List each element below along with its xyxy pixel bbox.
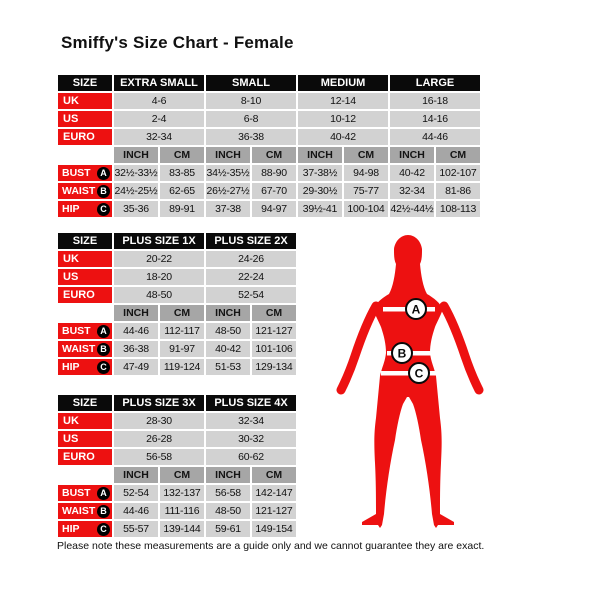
size-value-cell: 48-50 [114, 287, 204, 303]
measure-inch-cell: 56-58 [206, 485, 250, 501]
measure-label-text: BUST [62, 487, 91, 499]
measure-label-text: BUST [62, 167, 91, 179]
size-value-cell: 22-24 [206, 269, 296, 285]
measure-label-wrap [58, 165, 112, 181]
measure-badge-a: A [97, 167, 110, 180]
column-header-cell: PLUS SIZE 4X [206, 395, 296, 411]
unit-row-spacer [58, 305, 112, 321]
measure-inch-cell: 55-57 [114, 521, 158, 537]
row-label-text: EURO [63, 131, 95, 143]
size-value-cell: 32-34 [206, 413, 296, 429]
row-label-text: EURO [63, 451, 95, 463]
measure-badge-c: C [97, 523, 110, 536]
row-label-uk [58, 251, 112, 267]
row-label-hip [58, 201, 112, 217]
measure-cm-cell: 62-65 [160, 183, 204, 199]
measure-inch-cell: 29-30½ [298, 183, 342, 199]
measure-cm-cell: 67-70 [252, 183, 296, 199]
measure-cm-cell: 112-117 [160, 323, 204, 339]
row-label-euro [58, 129, 112, 145]
unit-header-cell: INCH [390, 147, 434, 163]
size-value-cell: 14-16 [390, 111, 480, 127]
size-value-cell: 32-34 [114, 129, 204, 145]
measure-inch-cell: 59-61 [206, 521, 250, 537]
column-header-cell: PLUS SIZE 2X [206, 233, 296, 249]
size-value-cell: 52-54 [206, 287, 296, 303]
column-header-cell: MEDIUM [298, 75, 388, 91]
size-value-cell: 6-8 [206, 111, 296, 127]
measure-inch-cell: 34½-35½ [206, 167, 250, 179]
row-label-uk [58, 93, 112, 109]
row-label-text: UK [63, 95, 79, 107]
bust-marker-letter: A [411, 302, 421, 317]
measure-cm-cell: 119-124 [160, 359, 204, 375]
size-value-cell: 4-6 [114, 93, 204, 109]
measure-cm-cell: 149-154 [252, 521, 296, 537]
size-value-cell: 26-28 [114, 431, 204, 447]
measure-inch-cell: 37-38½ [298, 165, 342, 181]
measure-cm-cell: 132-137 [160, 485, 204, 501]
size-header-cell: SIZE [58, 233, 112, 249]
row-label-text: US [63, 433, 79, 445]
measure-label-wrap [58, 341, 112, 357]
size-value-cell: 36-38 [206, 129, 296, 145]
measure-inch-cell: 51-53 [206, 359, 250, 375]
measure-inch-cell: 44-46 [114, 503, 158, 519]
unit-row-spacer [58, 147, 112, 163]
unit-header-cell: INCH [114, 147, 158, 163]
right-arm-shape [444, 306, 479, 390]
size-value-cell: 2-4 [114, 111, 204, 127]
measure-badge-a: A [97, 487, 110, 500]
female-body-silhouette [362, 235, 454, 528]
measure-inch-cell: 42½-44½ [390, 203, 434, 215]
size-value-cell: 40-42 [298, 129, 388, 145]
measure-cm-cell: 121-127 [252, 503, 296, 519]
unit-header-cell: CM [160, 147, 204, 163]
measure-cm-cell: 94-98 [344, 165, 388, 181]
measure-cm-cell: 89-91 [160, 201, 204, 217]
size-value-cell: 10-12 [298, 111, 388, 127]
row-label-uk [58, 413, 112, 429]
measure-label-wrap [58, 183, 112, 199]
unit-header-cell: INCH [206, 147, 250, 163]
measure-badge-a: A [97, 325, 110, 338]
size-value-cell: 60-62 [206, 449, 296, 465]
left-arm-shape [341, 306, 376, 390]
measure-label-wrap [58, 359, 112, 375]
column-header-cell: EXTRA SMALL [114, 75, 204, 91]
size-value-cell: 12-14 [298, 93, 388, 109]
measure-cm-cell: 100-104 [344, 201, 388, 217]
measure-cm-cell: 102-107 [436, 165, 480, 181]
row-label-euro [58, 449, 112, 465]
measure-cm-cell: 129-134 [252, 359, 296, 375]
measure-label-text: WAIST [62, 185, 96, 197]
row-label-text: UK [63, 253, 79, 265]
row-label-waist [58, 341, 112, 357]
measure-cm-cell: 121-127 [252, 323, 296, 339]
unit-header-cell: INCH [298, 147, 342, 163]
size-header-cell: SIZE [58, 75, 112, 91]
unit-header-cell: INCH [206, 467, 250, 483]
size-table [56, 393, 298, 539]
size-value-cell: 44-46 [390, 129, 480, 145]
unit-row-spacer [58, 467, 112, 483]
measure-cm-cell: 75-77 [344, 183, 388, 199]
size-table [56, 73, 482, 219]
column-header-cell: PLUS SIZE 3X [114, 395, 204, 411]
measure-badge-b: B [97, 185, 110, 198]
unit-header-cell: CM [160, 467, 204, 483]
row-label-waist [58, 503, 112, 519]
measure-cm-cell: 81-86 [436, 183, 480, 199]
measure-label-text: HIP [62, 203, 80, 215]
row-label-bust [58, 485, 112, 501]
hip-marker [409, 363, 429, 383]
measure-cm-cell: 88-90 [252, 165, 296, 181]
row-label-text: US [63, 113, 79, 125]
row-label-us [58, 269, 112, 285]
bust-marker [406, 299, 426, 319]
measure-inch-cell: 24½-25½ [114, 185, 158, 197]
measure-label-text: WAIST [62, 505, 96, 517]
measure-cm-cell: 91-97 [160, 341, 204, 357]
measure-cm-cell: 101-106 [252, 341, 296, 357]
measure-inch-cell: 26½-27½ [206, 185, 250, 197]
size-table-plus-1x-2x [56, 231, 298, 377]
size-value-cell: 24-26 [206, 251, 296, 267]
measure-label-text: HIP [62, 523, 80, 535]
size-table [56, 231, 298, 377]
measure-inch-cell: 47-49 [114, 359, 158, 375]
measure-cm-cell: 108-113 [436, 201, 480, 217]
unit-header-cell: INCH [206, 305, 250, 321]
column-header-cell: PLUS SIZE 1X [114, 233, 204, 249]
page-title: Smiffy's Size Chart - Female [61, 33, 294, 52]
size-value-cell: 30-32 [206, 431, 296, 447]
size-value-cell: 16-18 [390, 93, 480, 109]
row-label-us [58, 111, 112, 127]
column-header-cell: SMALL [206, 75, 296, 91]
waist-marker [392, 343, 412, 363]
size-table-plus-3x-4x [56, 393, 298, 539]
disclaimer-note: Please note these measurements are a guide only and we cannot guarantee they are exact. [57, 540, 485, 552]
measure-badge-b: B [97, 343, 110, 356]
row-label-hip [58, 359, 112, 375]
measure-inch-cell: 32½-33½ [114, 167, 158, 179]
measure-cm-cell: 94-97 [252, 201, 296, 217]
unit-header-cell: CM [436, 147, 480, 163]
column-header-cell: LARGE [390, 75, 480, 91]
measure-inch-cell: 40-42 [390, 165, 434, 181]
measure-label-wrap [58, 503, 112, 519]
unit-header-cell: CM [252, 147, 296, 163]
measure-cm-cell: 139-144 [160, 521, 204, 537]
measure-inch-cell: 37-38 [206, 201, 250, 217]
unit-header-cell: CM [252, 467, 296, 483]
measure-inch-cell: 48-50 [206, 503, 250, 519]
measure-inch-cell: 35-36 [114, 201, 158, 217]
measure-badge-c: C [97, 361, 110, 374]
hip-marker-letter: C [414, 366, 424, 381]
measure-cm-cell: 83-85 [160, 165, 204, 181]
measure-inch-cell: 48-50 [206, 323, 250, 339]
row-label-waist [58, 183, 112, 199]
row-label-text: UK [63, 415, 79, 427]
row-label-text: EURO [63, 289, 95, 301]
size-value-cell: 56-58 [114, 449, 204, 465]
measure-inch-cell: 39½-41 [298, 201, 342, 217]
measure-label-text: BUST [62, 325, 91, 337]
measure-label-text: WAIST [62, 343, 96, 355]
size-header-cell: SIZE [58, 395, 112, 411]
measure-inch-cell: 40-42 [206, 341, 250, 357]
row-label-bust [58, 165, 112, 181]
row-label-euro [58, 287, 112, 303]
measurement-figure [330, 228, 490, 528]
size-value-cell: 20-22 [114, 251, 204, 267]
measure-inch-cell: 52-54 [114, 485, 158, 501]
measure-inch-cell: 44-46 [114, 323, 158, 339]
measure-label-wrap [58, 201, 112, 217]
female-silhouette-icon [330, 228, 490, 528]
measure-label-wrap [58, 323, 112, 339]
measure-badge-b: B [97, 505, 110, 518]
measure-inch-cell: 36-38 [114, 341, 158, 357]
measure-badge-c: C [97, 203, 110, 216]
row-label-hip [58, 521, 112, 537]
unit-header-cell: CM [344, 147, 388, 163]
size-value-cell: 28-30 [114, 413, 204, 429]
unit-header-cell: INCH [114, 305, 158, 321]
measure-inch-cell: 32-34 [390, 183, 434, 199]
measure-label-text: HIP [62, 361, 80, 373]
measure-cm-cell: 142-147 [252, 485, 296, 501]
measure-label-wrap [58, 485, 112, 501]
row-label-bust [58, 323, 112, 339]
measure-label-wrap [58, 521, 112, 537]
unit-header-cell: INCH [114, 467, 158, 483]
size-value-cell: 8-10 [206, 93, 296, 109]
size-value-cell: 18-20 [114, 269, 204, 285]
unit-header-cell: CM [160, 305, 204, 321]
waist-marker-letter: B [397, 346, 407, 361]
size-table-standard [56, 73, 482, 219]
measure-cm-cell: 111-116 [160, 503, 204, 519]
unit-header-cell: CM [252, 305, 296, 321]
row-label-text: US [63, 271, 79, 283]
row-label-us [58, 431, 112, 447]
